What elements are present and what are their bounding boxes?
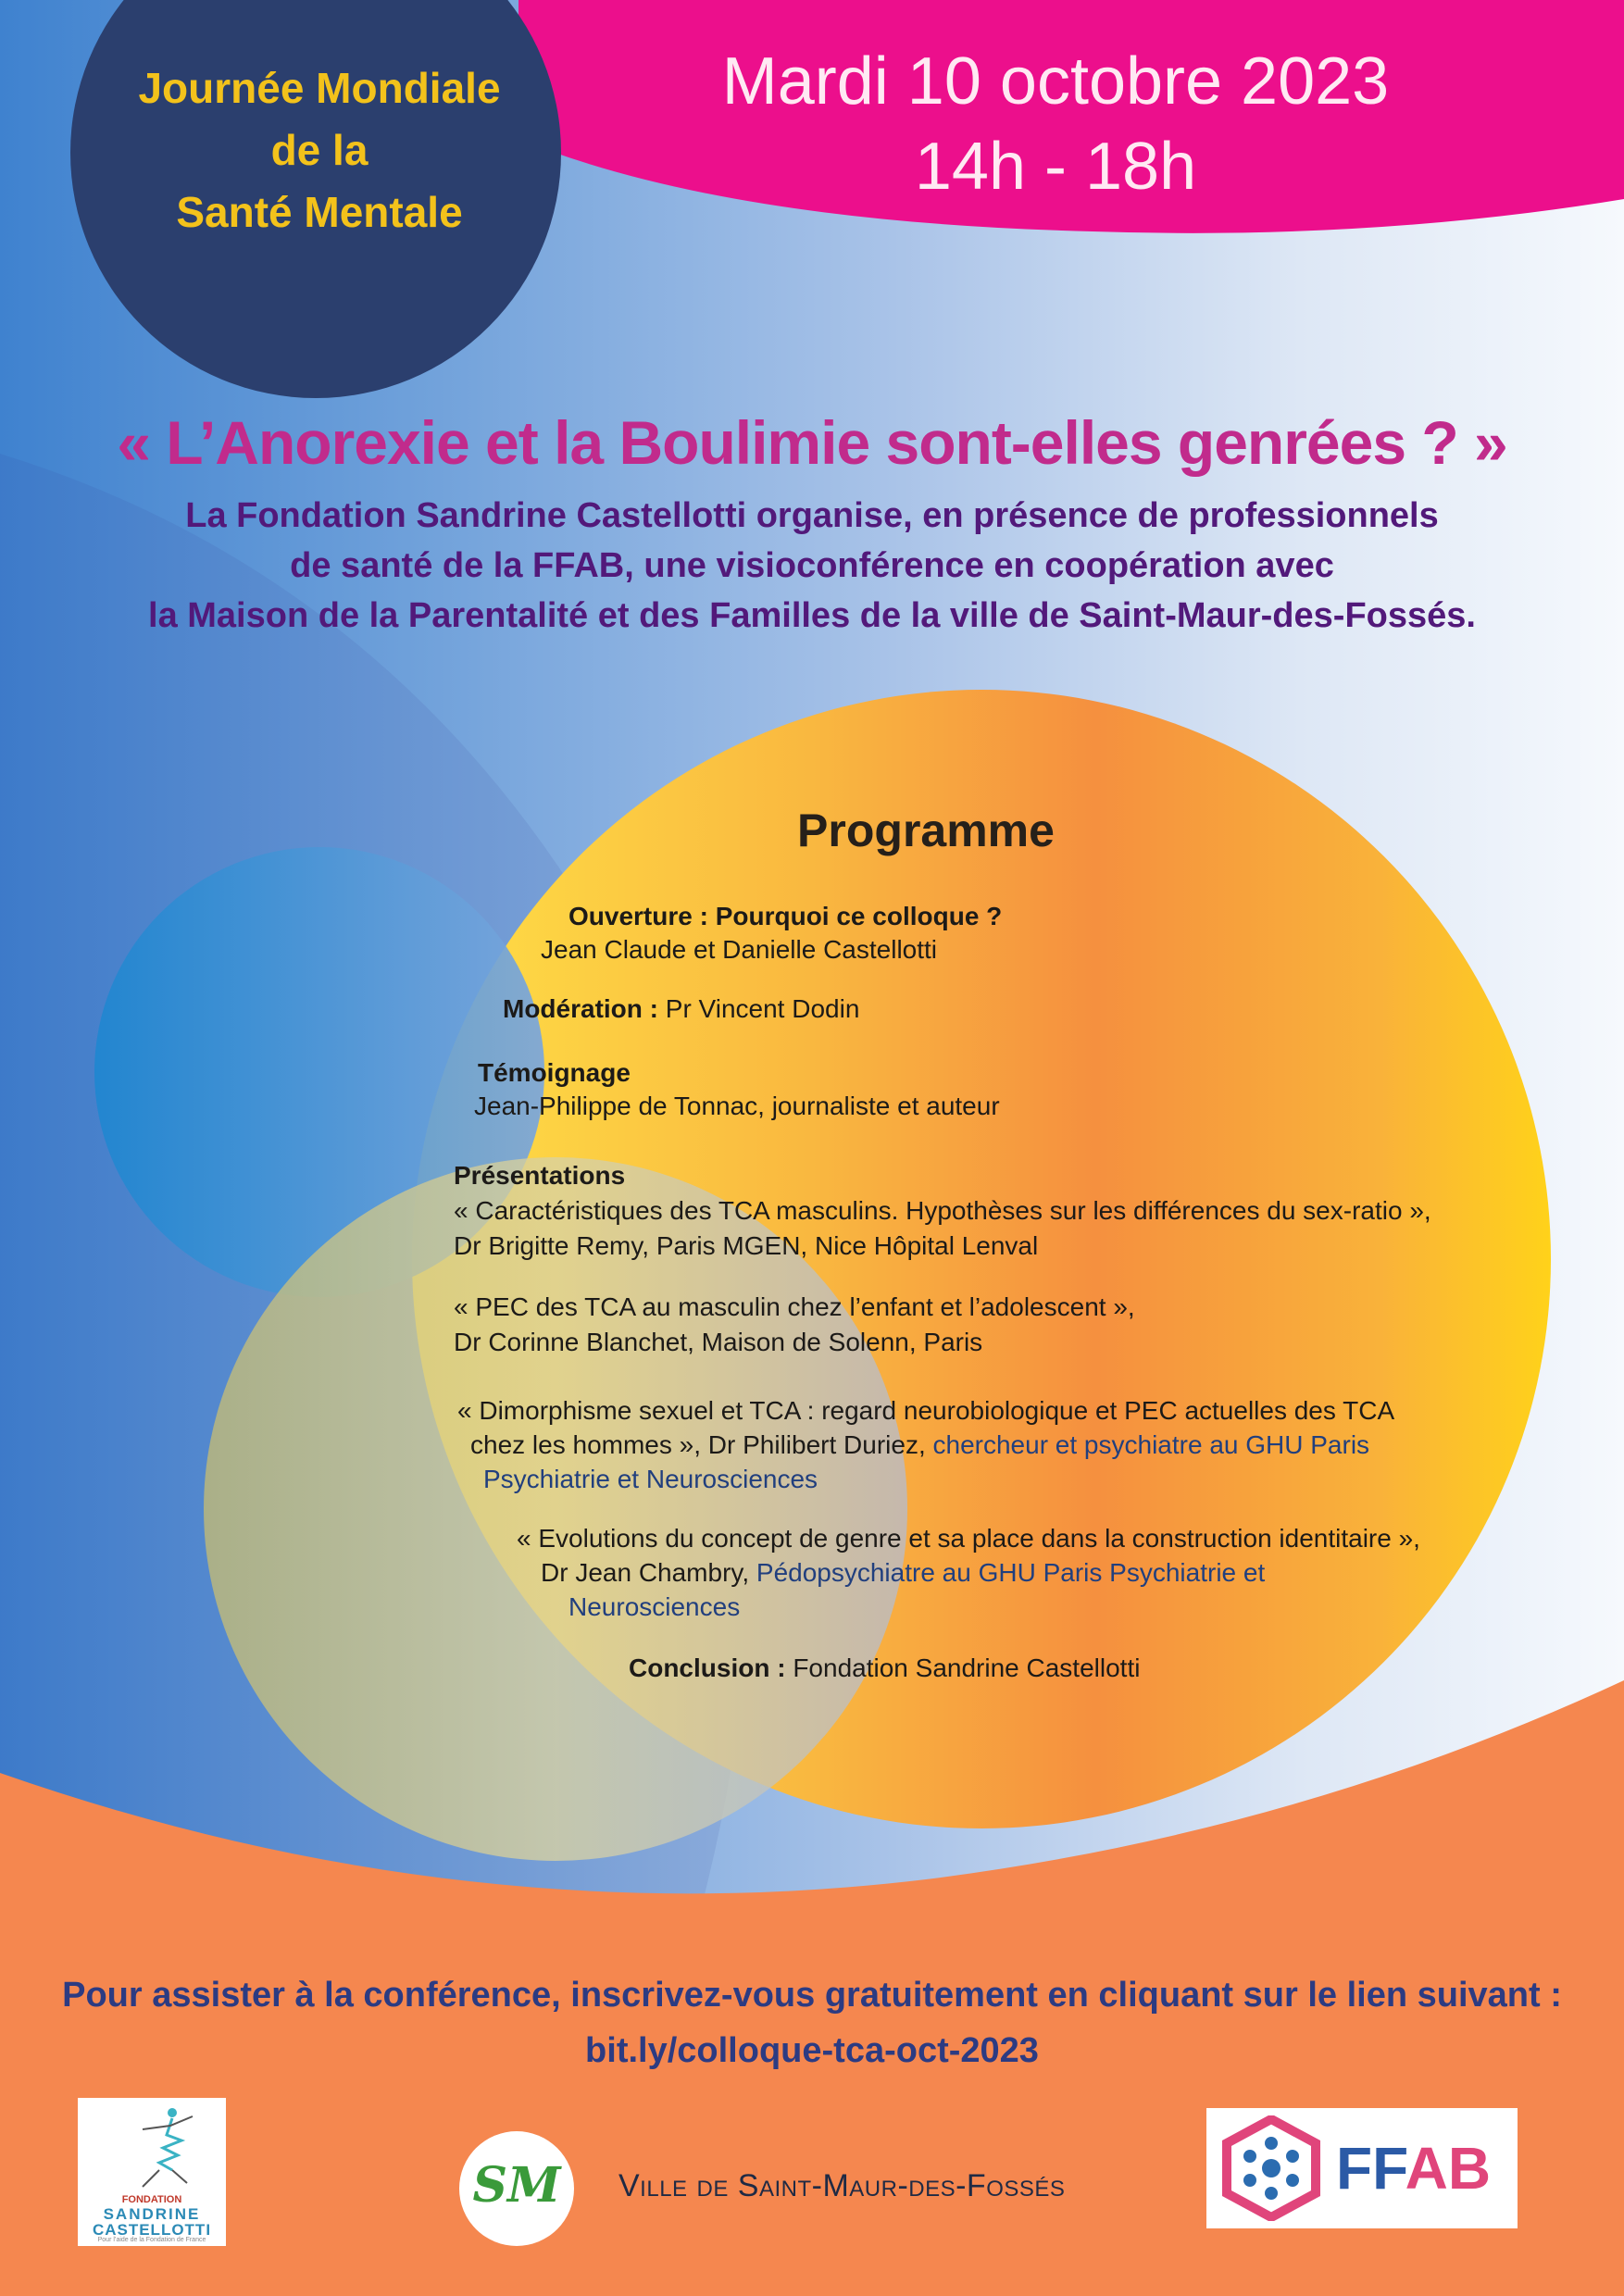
presentations-title: Présentations [454, 1161, 626, 1190]
intro-line-2: de santé de la FFAB, une visioconférence en coopération avec [290, 546, 1334, 585]
event-time: 14h - 18h [914, 130, 1197, 204]
badge-line-2: de la [270, 126, 369, 174]
intro-paragraph [37, 491, 1587, 641]
presentation-4-line-2 [541, 1556, 1265, 1590]
presentation-3-line-1: « Dimorphisme sexuel et TCA : regard neurobiologique et PEC actuelles des TCA [457, 1396, 1395, 1425]
opening-label [568, 900, 1002, 933]
moderation-line [503, 992, 859, 1026]
moderation-name: Pr Vincent Dodin [665, 994, 860, 1023]
badge-line-1: Journée Mondiale [138, 64, 501, 112]
opening-speakers: Jean Claude et Danielle Castellotti [541, 935, 938, 964]
conference-title: « L’Anorexie et la Boulimie sont-elles genrées ? » [117, 408, 1507, 477]
fondation-logo [78, 2098, 226, 2246]
presentation-1-title: « Caractéristiques des TCA masculins. Hypothèses sur les différences du sex-ratio », [454, 1196, 1431, 1225]
presentation-2-speakers: Dr Corinne Blanchet, Maison de Solenn, Paris [454, 1328, 983, 1356]
fondation-name-2: CASTELLOTTI [92, 2221, 212, 2239]
badge-line-3: Santé Mentale [176, 188, 463, 236]
programme-title: Programme [797, 805, 1055, 856]
presentation-3-affiliation: chercheur et psychiatre au GHU Paris [932, 1430, 1370, 1459]
conclusion-label: Conclusion : [629, 1653, 786, 1682]
ffab-wordmark [1336, 2134, 1491, 2202]
registration-link[interactable]: bit.ly/colloque-tca-oct-2023 [585, 2031, 1039, 2070]
ffab-wordmark-ff: FF [1336, 2135, 1405, 2202]
testimony-title: Témoignage [478, 1058, 631, 1087]
presentation-3-line-2 [470, 1429, 1369, 1462]
opening-title: Ouverture : Pourquoi ce colloque ? [568, 902, 1003, 930]
presentation-4-affiliation: Pédopsychiatre au GHU Paris Psychiatrie et [756, 1558, 1266, 1587]
badge-title [83, 57, 556, 243]
fondation-label: FONDATION [121, 2194, 182, 2205]
presentations-label [454, 1159, 625, 1192]
ville-logo [459, 2131, 574, 2246]
ville-name: Ville de Saint-Maur-des-Fossés [618, 2168, 1066, 2203]
ffab-hexagon-icon [1216, 2115, 1327, 2221]
presentation-3-speaker: chez les hommes », Dr Philibert Duriez, [470, 1430, 926, 1459]
testimony-speaker: Jean-Philippe de Tonnac, journaliste et auteur [474, 1092, 1000, 1120]
presentation-4-speaker: Dr Jean Chambry, [541, 1558, 750, 1587]
presentation-4-line-1: « Evolutions du concept de genre et sa place dans la construction identitaire », [517, 1524, 1420, 1553]
presentation-1-speakers: Dr Brigitte Remy, Paris MGEN, Nice Hôpital Lenval [454, 1231, 1039, 1260]
registration-text: Pour assister à la conférence, inscrivez-vous gratuitement en cliquant sur le lien suivant : [62, 1976, 1562, 2015]
ffab-wordmark-ab: AB [1405, 2135, 1492, 2202]
registration-cta [37, 1967, 1587, 2078]
event-datetime [593, 39, 1518, 209]
ville-monogram: SM [472, 2157, 561, 2214]
fondation-name-1: SANDRINE [103, 2205, 201, 2223]
intro-line-1: La Fondation Sandrine Castellotti organise, en présence de professionnels [185, 496, 1439, 535]
testimony-label [478, 1056, 631, 1090]
beige-circle [204, 1157, 907, 1861]
intro-line-3: la Maison de la Parentalité et des Familles de la ville de Saint-Maur-des-Fossés. [148, 596, 1476, 635]
presentation-2-title: « PEC des TCA au masculin chez l’enfant et l’adolescent », [454, 1292, 1135, 1321]
ffab-logo [1206, 2108, 1518, 2228]
moderation-label: Modération : [503, 994, 658, 1023]
fondation-tagline: Pour l’aide de la Fondation de France [97, 2237, 206, 2243]
event-date: Mardi 10 octobre 2023 [721, 44, 1390, 119]
conclusion-line [629, 1652, 1140, 1685]
presentation-4-line-3: Neurosciences [568, 1592, 741, 1621]
conclusion-text: Fondation Sandrine Castellotti [793, 1653, 1141, 1682]
presentation-3-line-3: Psychiatrie et Neurosciences [483, 1465, 818, 1493]
